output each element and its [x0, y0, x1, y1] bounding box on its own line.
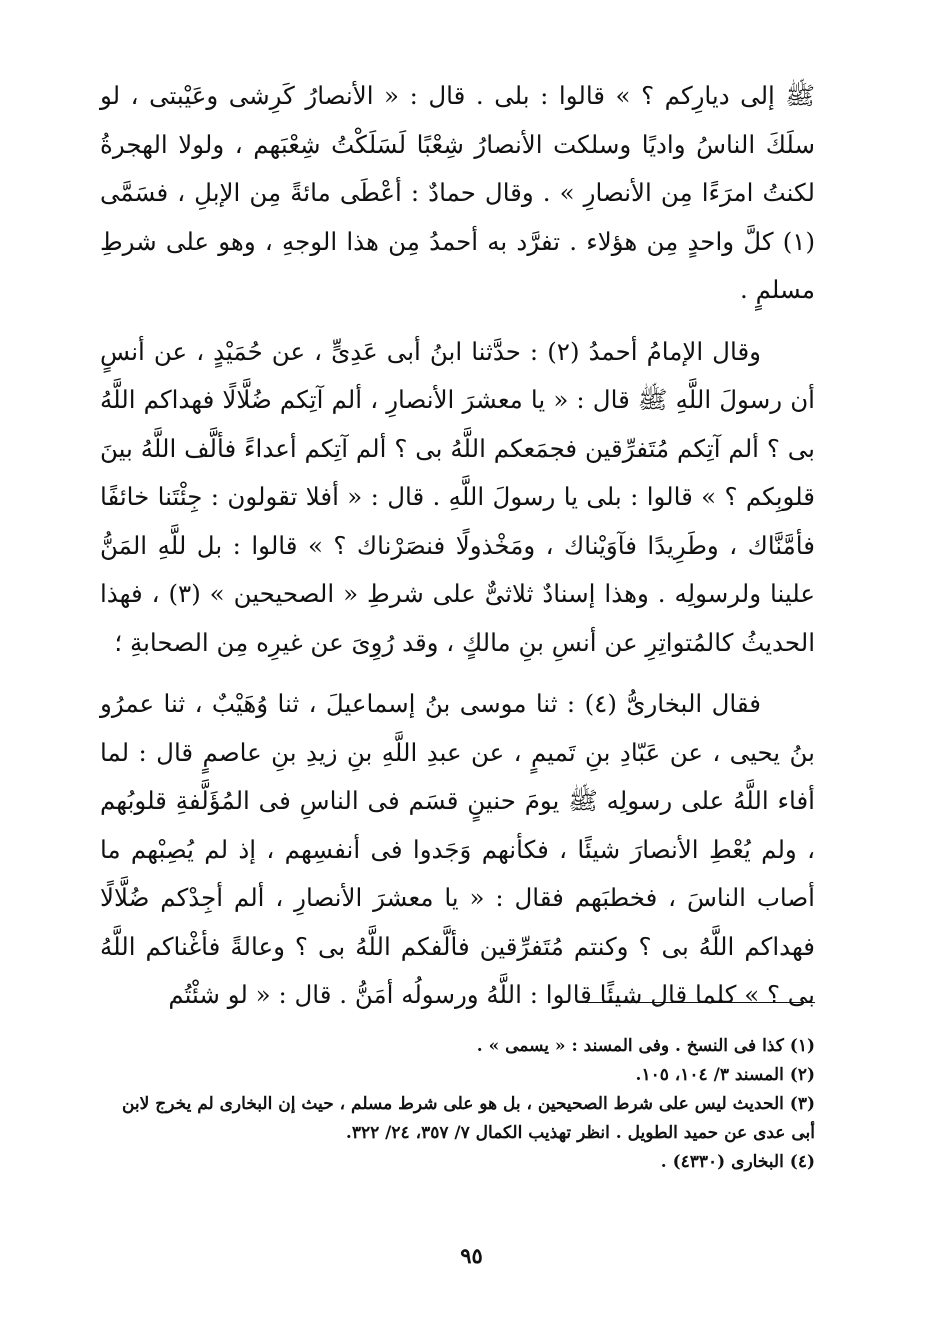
- footnote-4: (٤) البخارى (٤٣٣٠) .: [660, 1152, 815, 1172]
- footnotes: [100, 1032, 815, 1177]
- footnote-2: (٢) المسند ٣/ ١٠٤، ١٠٥.: [635, 1065, 815, 1085]
- paragraph-1: ﷺ إلى ديارِكم ؟ » قالوا : بلى . قال : « الأنصارُ كَرِشى وعَيْبتى ، لو سلَكَ الناسُ واديًا وسلكت الأنصارُ شِعْبًا لَسَلَكْتُ شِعْبَهم ، ولولا الهجرةُ لكنتُ امرَءًا مِن الأنصارِ » . وقال حمادٌ : أعْطَى مائةً مِن الإبلِ ، فسَمَّى (١) كلَّ واحدٍ مِن هؤلاء . تفرَّد به أحمدُ مِن هذا الوجهِ ، وهو على شرطِ مسلمٍ .: [100, 81, 815, 304]
- footnote-1: (١) كذا فى النسخ . وفى المسند : « يسمى » .: [476, 1036, 815, 1056]
- main-text: [100, 72, 815, 1033]
- footnote-3: (٣) الحديث ليس على شرط الصحيحين ، بل هو على شرط مسلم ، حيث إن البخارى لم يخرج لابن أبى عدى عن حميد الطويل . انظر تهذيب الكمال ٧/ ٣٥٧، ٢٤/ ٣٢٢.: [121, 1094, 815, 1143]
- paragraph-3: فقال البخارىُّ (٤) : ثنا موسى بنُ إسماعيلَ ، ثنا وُهَيْبٌ ، ثنا عمرُو بنُ يحيى ، عن عَبّادِ بنِ تَميمٍ ، عن عبدِ اللَّهِ بنِ زيدِ بنِ عاصمٍ قال : لما أفاء اللَّهُ على رسولِه ﷺ يومَ حنينٍ قسَم فى الناسِ فى المُؤَلَّفةِ قلوبُهم ، ولم يُعْطِ الأنصارَ شيئًا ، فكأنهم وَجَدوا فى أنفسِهم ، إذ لم يُصِبْهم ما أصاب الناسَ ، فخطبَهم فقال : « يا معشرَ الأنصارِ ، ألم أجِدْكم ضُلَّالًا فهداكم اللَّهُ بى ؟ وكنتم مُتَفرِّقين فألَّفكم اللَّهُ بى ؟ وعالةً فأغْناكم اللَّهُ بى ؟ » كلما قال شيئًا قالوا : اللَّهُ ورسولُه أمَنُّ . قال : « لو شئْتُم: [100, 689, 815, 1009]
- paragraph-2: وقال الإمامُ أحمدُ (٢) : حدَّثنا ابنُ أبى عَدِىٍّ ، عن حُمَيْدٍ ، عن أنسٍ أن رسولَ اللَّهِ ﷺ قال : « يا معشرَ الأنصارِ ، ألم آتِكم ضُلَّالًا فهداكم اللَّهُ بى ؟ ألم آتِكم مُتَفرِّقين فجمَعكم اللَّهُ بى ؟ ألم آتِكم أعداءً فألَّف اللَّهُ بينَ قلوبِكم ؟ » قالوا : بلى يا رسولَ اللَّهِ . قال : « أفلا تقولون : جِئْتَنا خائفًا فأمَّنَّاك ، وطَرِيدًا فآوَيْناك ، ومَخْذولًا فنصَرْناك ؟ » قالوا : بل للَّهِ المَنُّ علينا ولرسولِه . وهذا إسنادٌ ثلاثىٌّ على شرطِ « الصحيحين » (٣) ، فهذا الحديثُ كالمُتواتِرِ عن أنسِ بنِ مالكٍ ، وقد رُوِىَ عن غيرِه مِن الصحابةِ ؛: [100, 336, 815, 657]
- page-number: ٩٥: [460, 1243, 483, 1268]
- footnote-divider: [585, 1002, 815, 1003]
